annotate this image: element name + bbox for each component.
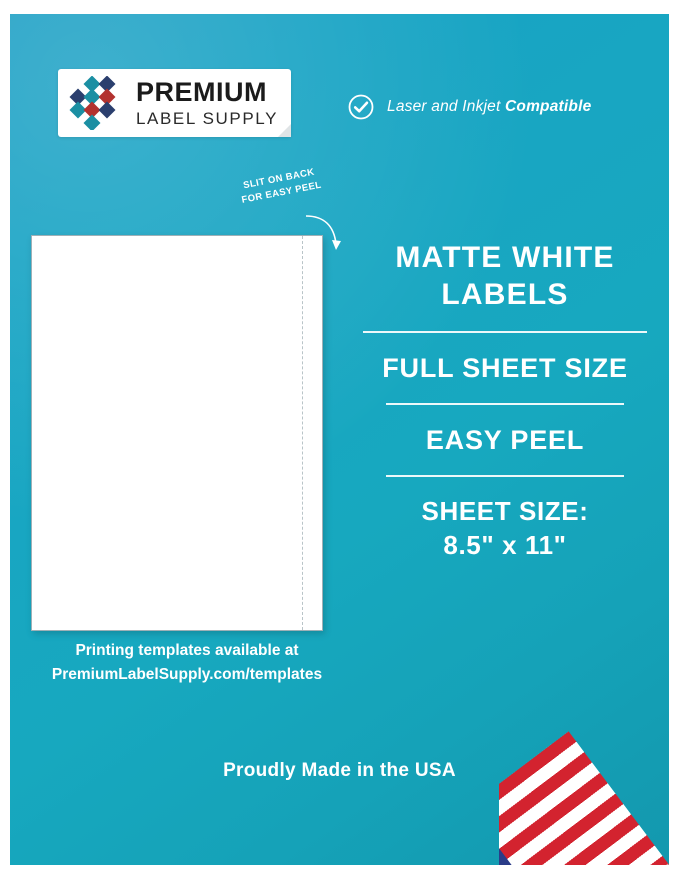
made-in-usa-prefix: Proudly Made in the	[223, 760, 415, 781]
divider-3	[386, 475, 624, 477]
brand-logo-text	[136, 79, 278, 127]
brand-logo-block	[58, 69, 291, 137]
brand-name-line-2: LABEL SUPPLY	[136, 109, 279, 128]
divider-2	[386, 403, 624, 405]
templates-line-1: Printing templates available at	[75, 642, 299, 659]
diamond-grid-logo-icon	[68, 76, 130, 130]
compatibility-prefix: Laser and Inkjet	[387, 98, 506, 115]
sheet-size-label: SHEET SIZE:	[421, 496, 589, 527]
usa-flag-graphic	[499, 731, 669, 865]
sheet-size-value: 8.5" x 11"	[443, 530, 567, 561]
compatibility-badge	[348, 94, 591, 120]
templates-note	[24, 639, 350, 687]
sheet-slit-line	[302, 236, 304, 630]
product-headline: MATTE WHITE LABELS	[395, 241, 615, 312]
compatibility-text	[387, 98, 591, 116]
package-front-face	[10, 14, 669, 865]
label-sheet-graphic	[31, 235, 323, 631]
check-circle-icon	[348, 94, 374, 120]
feature-easy-peel: EASY PEEL	[425, 425, 585, 456]
compatibility-emphasis: Compatible	[505, 98, 592, 115]
feature-full-sheet-size: FULL SHEET SIZE	[382, 353, 628, 384]
templates-line-2: PremiumLabelSupply.com/templates	[51, 666, 323, 684]
flag-stripes	[499, 731, 669, 865]
product-feature-column	[355, 239, 655, 563]
divider-1	[363, 331, 647, 333]
made-in-usa-emphasis: USA	[414, 760, 456, 781]
slit-callout-text: SLIT ON BACK FOR EASY PEEL	[240, 166, 323, 207]
usa-flag-icon	[499, 705, 669, 865]
brand-name-line-1: PREMIUM	[136, 77, 267, 107]
